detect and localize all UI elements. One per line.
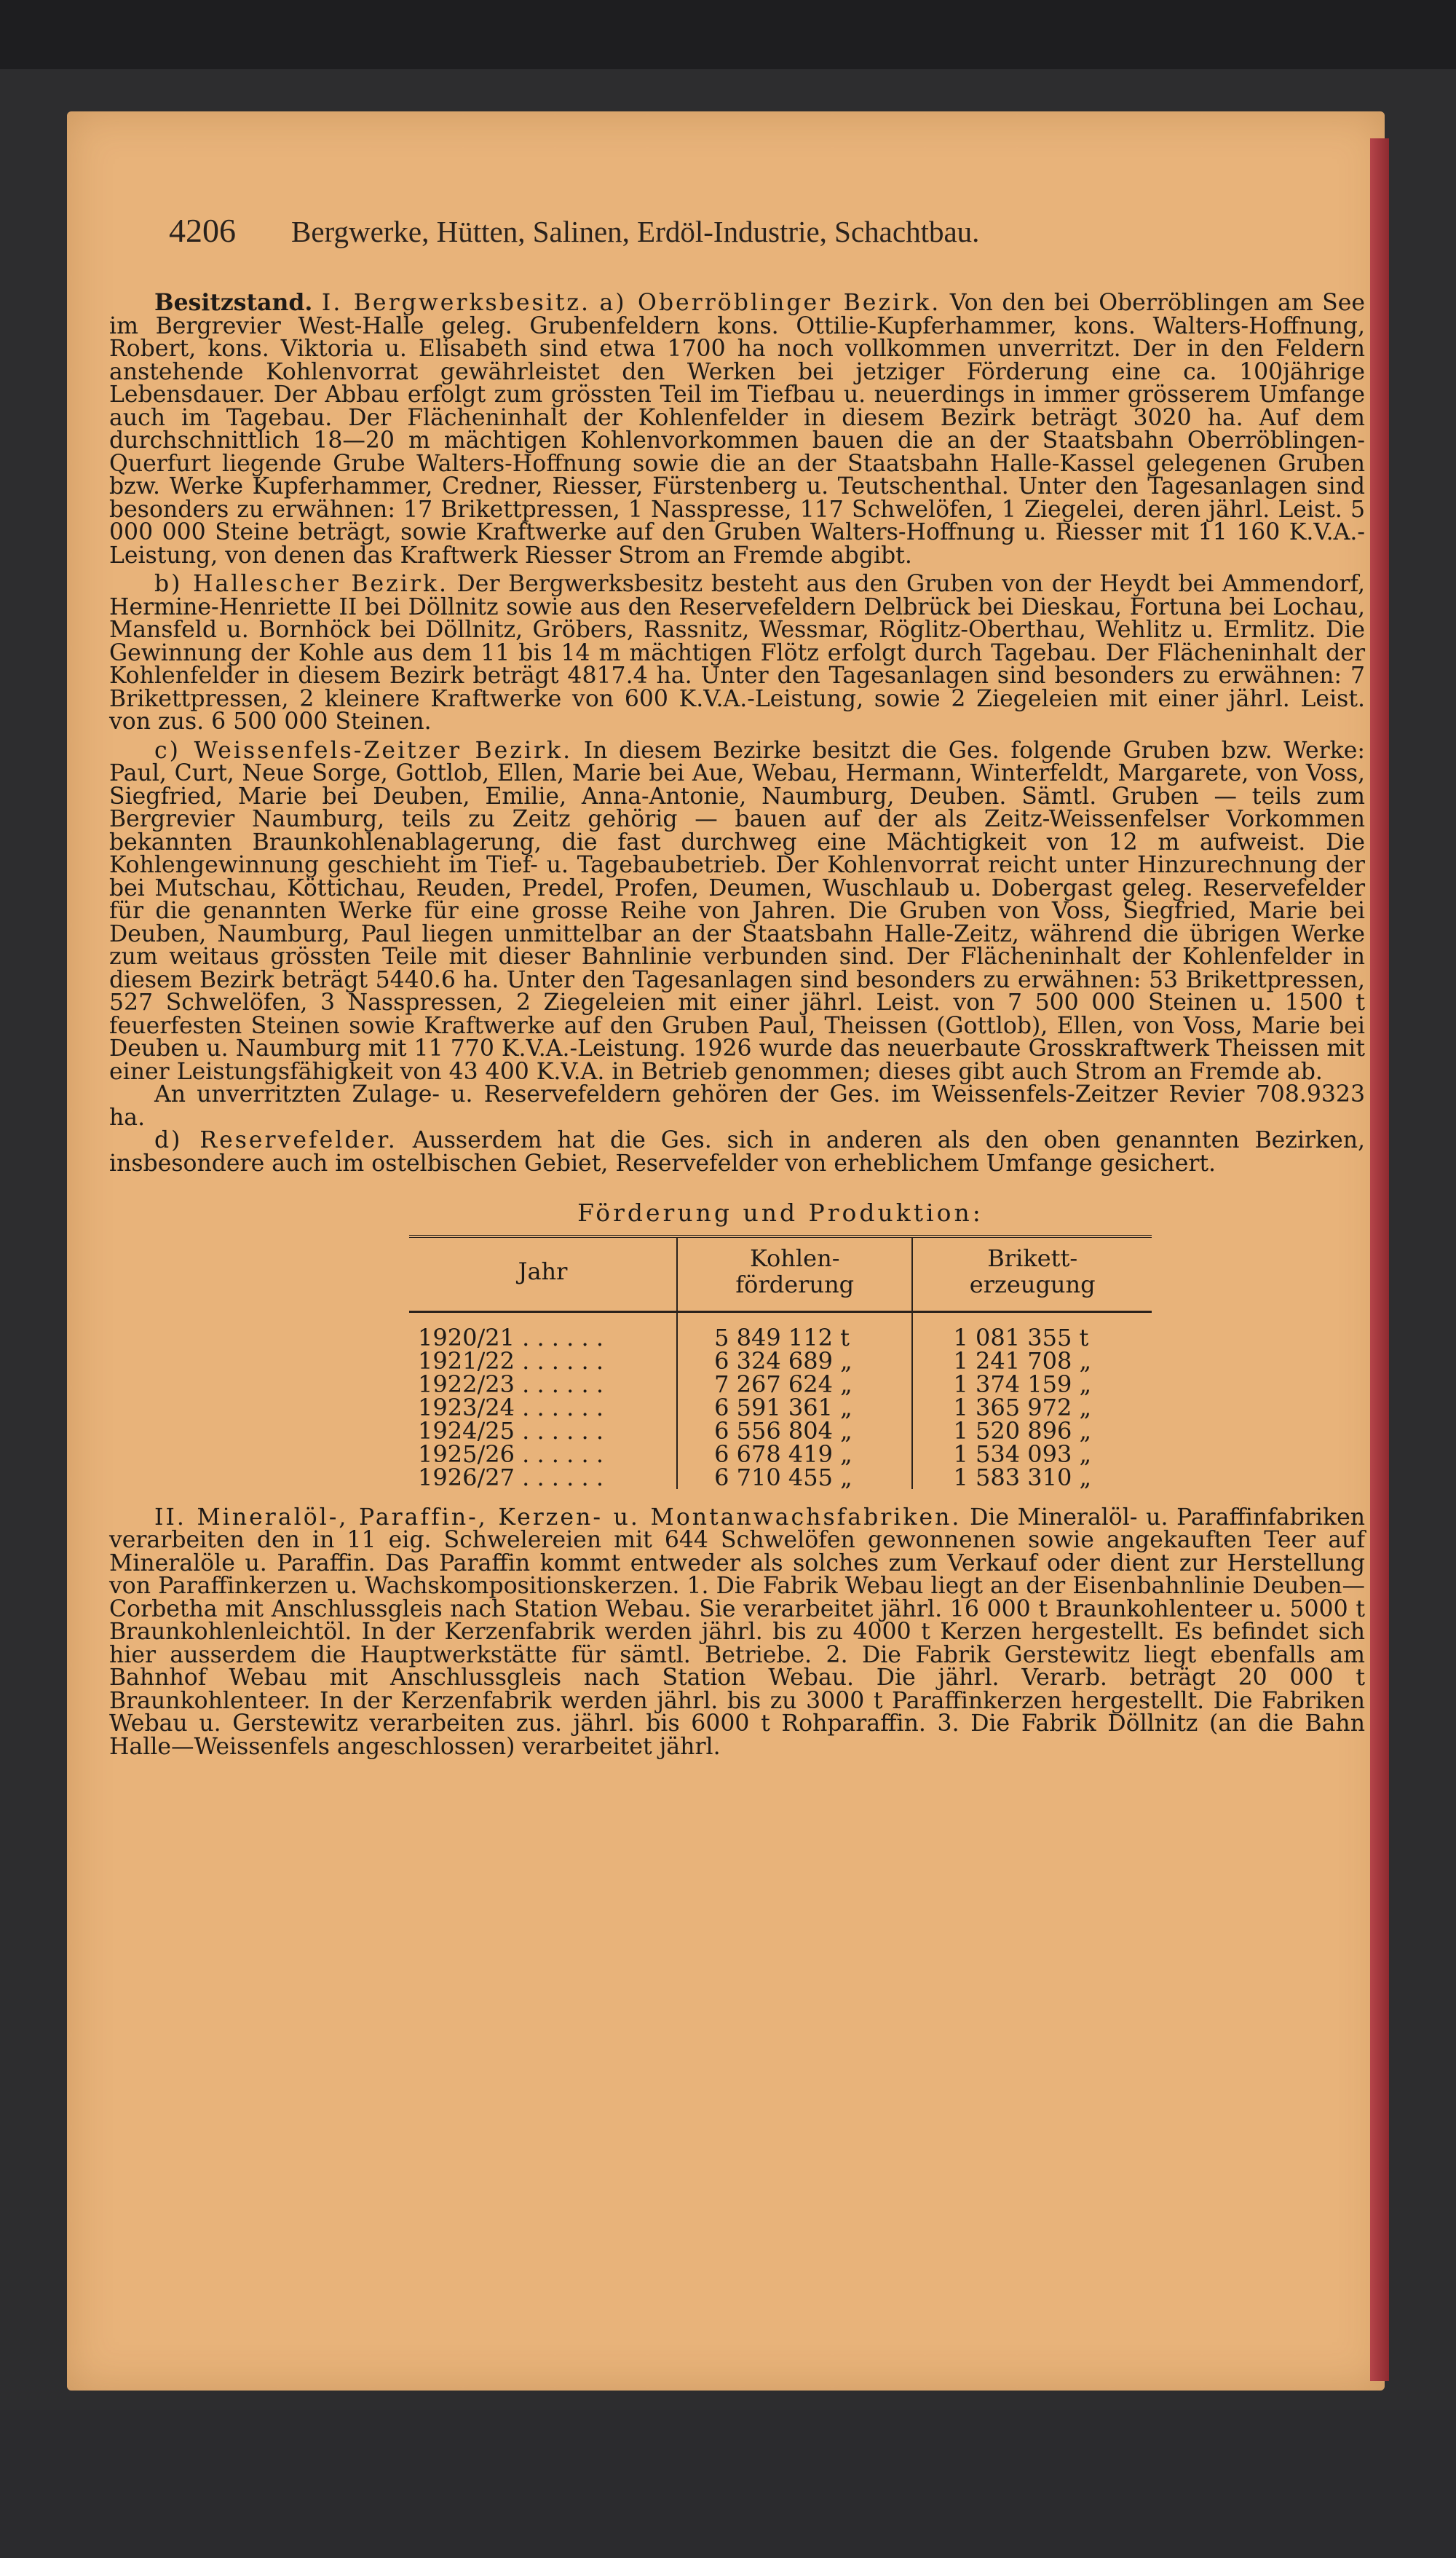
paragraph-section-c-addendum: An unverritzten Zulage- u. Reservefeldern gehören der Ges. im Weissenfels-Zeitzer Revier 708.9323 ha. [109,1081,1365,1131]
paragraph-text: Die Mineralöl- u. Paraffinfabriken verarbeiten den in 11 eig. Schwelereien mit 644 Schwelöfen gewonnenen sowie angekauften Teer auf Mineralöle u. Paraffin. Das Paraffin kommt entweder als solches zum Verkauf oder dient zur Herstellung von Paraffinkerzen u. Wachskompositionskerzen. 1. Die Fabrik Webau liegt an der Eisenbahnlinie Deuben—Corbetha mit Anschlussgleis nach Station Webau. Sie verarbeitet jährl. 16 000 t Braunkohlenteer u. 5000 t Braunkohlenleichtöl. In der Kerzenfabrik werden jährl. bis zu 4000 t Kerzen hergestellt. Es befindet sich hier ausserdem die Hauptwerkstätte für sämtl. Betriebe. 2. Die Fabrik Gerstewitz liegt ebenfalls am Bahnhof Webau mit Anschlussgleis nach Station Webau. Die jährl. Verarb. beträgt 20 000 t Braunkohlenteer. In der Kerzenfabrik werden jährl. bis zu 3000 t Paraffinkerzen hergestellt. Die Fabriken Webau u. Gerstewitz verarbeiten zus. jährl. bis 6000 t Rohparaffin. 3. Die Fabrik Döllnitz (an die Bahn Halle—Weissenfels angeschlossen) verarbeitet jährl. [109,1504,1366,1760]
header-briquettes [912,1236,1152,1312]
cell-year: 1920/21 . . . . . . [418,1323,604,1351]
header-coal [677,1236,912,1312]
cell-briquettes: 1 374 159 „ [912,1373,1152,1396]
section-heading: II. Mineralöl-, Paraffin-, Kerzen- u. Montanwachsfabriken. [154,1504,962,1531]
cell-coal: 6 710 455 „ [677,1466,912,1489]
cell-year: 1921/22 . . . . . . [418,1346,604,1375]
cell-briquettes: 1 520 896 „ [912,1419,1152,1442]
margin-label: Besitzstand. [154,289,313,316]
table-row [409,1419,1152,1442]
cell-year: 1923/24 . . . . . . [418,1393,604,1421]
paragraph-text: In diesem Bezirke besitzt die Ges. folgende Gruben bzw. Werke: Paul, Curt, Neue Sorge, Gottlob, Ellen, Marie bei Aue, Webau, Hermann, Winterfeldt, Margarete, von Voss, Siegfried, Marie bei Deuben, Emilie, Anna-Antonie, Naumburg, Deuben. Sämtl. Gruben — teils zum Bergrevier Naumburg, teils zu Zeitz gehörig — bauen auf der als Zeitz-Weissenfelser Vorkommen bekannten Braunkohlenablagerung, die fast durchweg eine Mächtigkeit von 12 m aufweist. Die Kohlengewinnung geschieht im Tief- u. Tagebaubetrieb. Der Kohlenvorrat reicht unter Hinzurechnung der bei Mutschau, Köttichau, Reuden, Predel, Profen, Deumen, Wuschlaub u. Dobergast geleg. Reservefelder für die genannten Werke für eine grosse Reihe von Jahren. Die Gruben von Voss, Siegfried, Marie bei Deuben, Naumburg, Paul liegen unmittelbar an der Staatsbahn Halle-Zeitz, während die übrigen Werke zum weitaus grössten Teile mit dieser Bahnlinie verbunden sind. Der Flächeninhalt der Kohlenfelder in diesem Bezirk beträgt 5440.6 ha. Unter den Tagesanlagen sind besonders zu erwähnen: 53 Brikettpressen, 527 Schwelöfen, 3 Nasspressen, 2 Ziegeleien mit einer jährl. Leist. von 7 500 000 Steinen u. 1500 t feuerfesten Steinen sowie Kraftwerke auf den Gruben Paul, Theissen (Gottlob), Ellen, von Voss, Marie bei Deuben u. Naumburg mit 11 770 K.V.A.-Leistung. 1926 wurde das neuerbaute Grosskraftwerk Theissen mit einer Leistungsfähigkeit von 43 400 K.V.A. in Betrieb genommen; dieses gibt auch Strom an Fremde ab. [109,737,1365,1085]
table-header-row [409,1236,1152,1312]
cell-briquettes: 1 241 708 „ [912,1349,1152,1373]
paragraph-text: Der Bergwerksbesitz besteht aus den Gruben von der Heydt bei Ammendorf, Hermine-Henriette II bei Döllnitz sowie aus den Reservefeldern Delbrück bei Dieskau, Fortuna bei Lochau, Mansfeld u. Bornhöck bei Döllnitz, Gröbers, Rassnitz, Wessmar, Röglitz-Oberthau, Wehlitz u. Ermlitz. Die Gewinnung der Kohle aus dem 11 bis 14 m mächtigen Flötz erfolgt durch Tagebau. Der Flächeninhalt der Kohlenfelder in diesem Bezirk beträgt 4817.4 ha. Unter den Tagesanlagen sind besonders zu erwähnen: 7 Brikettpressen, 2 kleinere Kraftwerke von 600 K.V.A.-Leistung, sowie 2 Ziegeleien mit einer jährl. Leist. von zus. 6 500 000 Steinen. [109,571,1365,735]
table-title: Förderung und Produktion: [577,1199,984,1227]
paragraph-section-c [109,737,1365,1085]
cell-coal: 6 324 689 „ [677,1349,912,1373]
cell-coal: 6 678 419 „ [677,1442,912,1466]
table-row [409,1349,1152,1373]
subsection-heading: d) Reservefelder. [154,1127,397,1153]
paragraph-text: Ausserdem hat die Ges. sich in anderen als den oben genannten Bezirken, insbesondere auch im ostelbischen Gebiet, Reservefelder von erheblichem Umfange gesichert. [109,1127,1366,1177]
cell-year: 1924/25 . . . . . . [418,1416,604,1445]
paragraph-text: Von den bei Oberröblingen am See im Bergrevier West-Halle geleg. Grubenfeldern kons. Ottilie-Kupferhammer, kons. Walters-Hoffnung, Robert, kons. Viktoria u. Elisabeth sind etwa 1700 ha noch vollkommen unverritzt. Der in den Feldern anstehende Kohlenvorrat gewährleistet den Werken bei jetziger Förderung eine ca. 100jährige Lebensdauer. Der Abbau erfolgt zum grössten Teil im Tiefbau u. neuerdings in immer grösserem Umfange auch im Tagebau. Der Flächeninhalt der Kohlenfelder in diesem Bezirk beträgt 3020 ha. Auf dem durchschnittlich 18—20 m mächtigen Kohlenvorkommen bauen die an der Staatsbahn Oberröblingen-Querfurt liegende Grube Walters-Hoffnung sowie die an der Staatsbahn Halle-Kassel gelegenen Gruben bzw. Werke Kupferhammer, Credner, Riesser, Fürstenberg u. Teutschenthal. Unter den Tagesanlagen sind besonders zu erwähnen: 17 Brikettpressen, 1 Nasspresse, 117 Schwelöfen, 1 Ziegelei, deren jährl. Leist. 5 000 000 Steine beträgt, sowie Kraftwerke auf den Gruben Walters-Hoffnung u. Riesser mit 11 160 K.V.A.-Leistung, von denen das Kraftwerk Riesser Strom an Fremde abgibt. [109,290,1366,569]
running-title: Bergwerke, Hütten, Salinen, Erdöl-Industrie, Schachtbau. [291,215,980,248]
paragraph-section-a [109,291,1365,567]
scan-background-bottom [0,2410,1456,2558]
table-row [409,1396,1152,1419]
paragraph-section-ii [109,1504,1366,1760]
cell-coal: 6 591 361 „ [677,1396,912,1419]
table-row [409,1373,1152,1396]
book-spine-edge [1370,138,1389,2381]
scan-background-top [0,0,1456,69]
running-header [169,211,1363,250]
subsection-heading: b) Hallescher Bezirk. [154,571,448,597]
cell-briquettes: 1 365 972 „ [912,1396,1152,1419]
paragraph-section-b [109,573,1365,734]
header-briquettes-line1: Brikett- [987,1244,1078,1272]
page-number: 4206 [169,212,236,249]
subsection-heading: c) Weissenfels-Zeitzer Bezirk. [154,737,573,764]
cell-briquettes: 1 081 355 t [912,1311,1152,1349]
cell-year: 1925/26 . . . . . . [418,1440,604,1468]
cell-year: 1922/23 . . . . . . [418,1370,604,1398]
table-row [409,1442,1152,1466]
cell-year: 1926/27 . . . . . . [418,1463,604,1491]
header-coal-line2: förderung [735,1270,855,1298]
page-body [109,291,1365,1758]
production-table-block [409,1201,1152,1489]
cell-coal: 6 556 804 „ [677,1419,912,1442]
header-briquettes-line2: erzeugung [969,1270,1096,1298]
section-heading: I. Bergwerksbesitz. [321,290,591,316]
header-year: Jahr [518,1257,568,1285]
cell-briquettes: 1 534 093 „ [912,1442,1152,1466]
cell-briquettes: 1 583 310 „ [912,1466,1152,1489]
paragraph-section-d [109,1129,1365,1175]
table-row [409,1466,1152,1489]
subsection-heading: a) Oberröblinger Bezirk. [599,290,941,316]
cell-coal: 7 267 624 „ [677,1373,912,1396]
table-row [409,1311,1152,1349]
production-table [409,1235,1152,1489]
cell-coal: 5 849 112 t [677,1311,912,1349]
header-coal-line1: Kohlen- [749,1244,840,1272]
